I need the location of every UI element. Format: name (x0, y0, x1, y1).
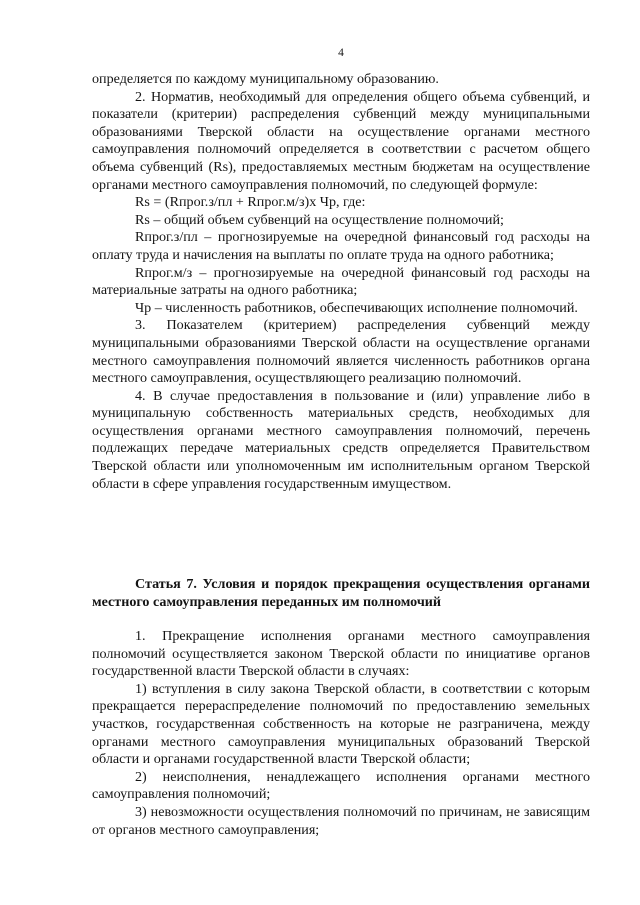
article-7-body (92, 628, 590, 839)
page-number: 4 (338, 47, 344, 59)
formula-definition-rprog-mz: Rпрог.м/з – прогнозируемые на очередной финансовый год расходы на материальные затраты на одного работника; (92, 264, 590, 299)
article-7-paragraph-1: 1. Прекращение исполнения органами местного самоуправления полномочий осуществляется законом Тверской области по инициативе органов государственной власти Тверской области в случаях: (92, 628, 590, 680)
formula-definition-rs: Rs – общий объем субвенций на осуществление полномочий; (135, 211, 504, 228)
paragraph-material-means: 4. В случае предоставления в пользование и (или) управление либо в муниципальную собственность материальных средств, необходимых для осуществления органами местного самоуправления полномочий, перечень подлежащих передаче материальных средств определяется Правительством Тверской области или уполномоченным им исполнительным органом Тверской области в сфере управления государственным имуществом. (92, 387, 590, 492)
formula: Rs = (Rпрог.з/пл + Rпрог.м/з)х Чр, где: (135, 194, 366, 211)
formula-definition-rprog-zpl: Rпрог.з/пл – прогнозируемые на очередной финансовый год расходы на оплату труда и начисления на выплаты по оплате труда на одного работника; (92, 229, 590, 263)
paragraph-continuation: определяется по каждому муниципальному образованию. (92, 71, 439, 87)
article-7-heading: Статья 7. Условия и порядок прекращения осуществления органами местного самоуправления переданных им полномочий (92, 576, 590, 610)
article-7-item-3: 3) невозможности осуществления полномочий по причинам, не зависящим от органов местного самоуправления; (92, 803, 590, 838)
paragraph-indicator: 3. Показателем (критерием) распределения субвенций между муниципальными образованиями Тверской области на осуществление органами местного самоуправления полномочий является численность работников органа местного самоуправления, осуществляющего реализацию полномочий. (92, 317, 590, 387)
paragraph-norm: 2. Норматив, необходимый для определения общего объема субвенций, и показатели (критерии) распределения субвенций между муниципальными образованиями Тверской области на осуществление органами местного самоуправления полномочий определяется в соответствии с расчетом общего объема субвенций (Rs), предоставляемых местным бюджетам на осуществление органами местного самоуправления полномочий, по следующей формуле: (92, 88, 590, 193)
article-7-item-2: 2) неисполнения, ненадлежащего исполнения органами местного самоуправления полномочий; (92, 768, 590, 803)
article-7-item-1: 1) вступления в силу закона Тверской области, в соответствии с которым прекращается перераспределение полномочий по предоставлению земельных участков, государственная собственность на которые не разграничена, между органами местного самоуправления муниципальных образований Тверской области и органами государственной власти Тверской области; (92, 680, 590, 768)
formula-definition-chr: Чр – численность работников, обеспечивающих исполнение полномочий. (135, 299, 578, 316)
article-6-continuation (92, 71, 590, 493)
